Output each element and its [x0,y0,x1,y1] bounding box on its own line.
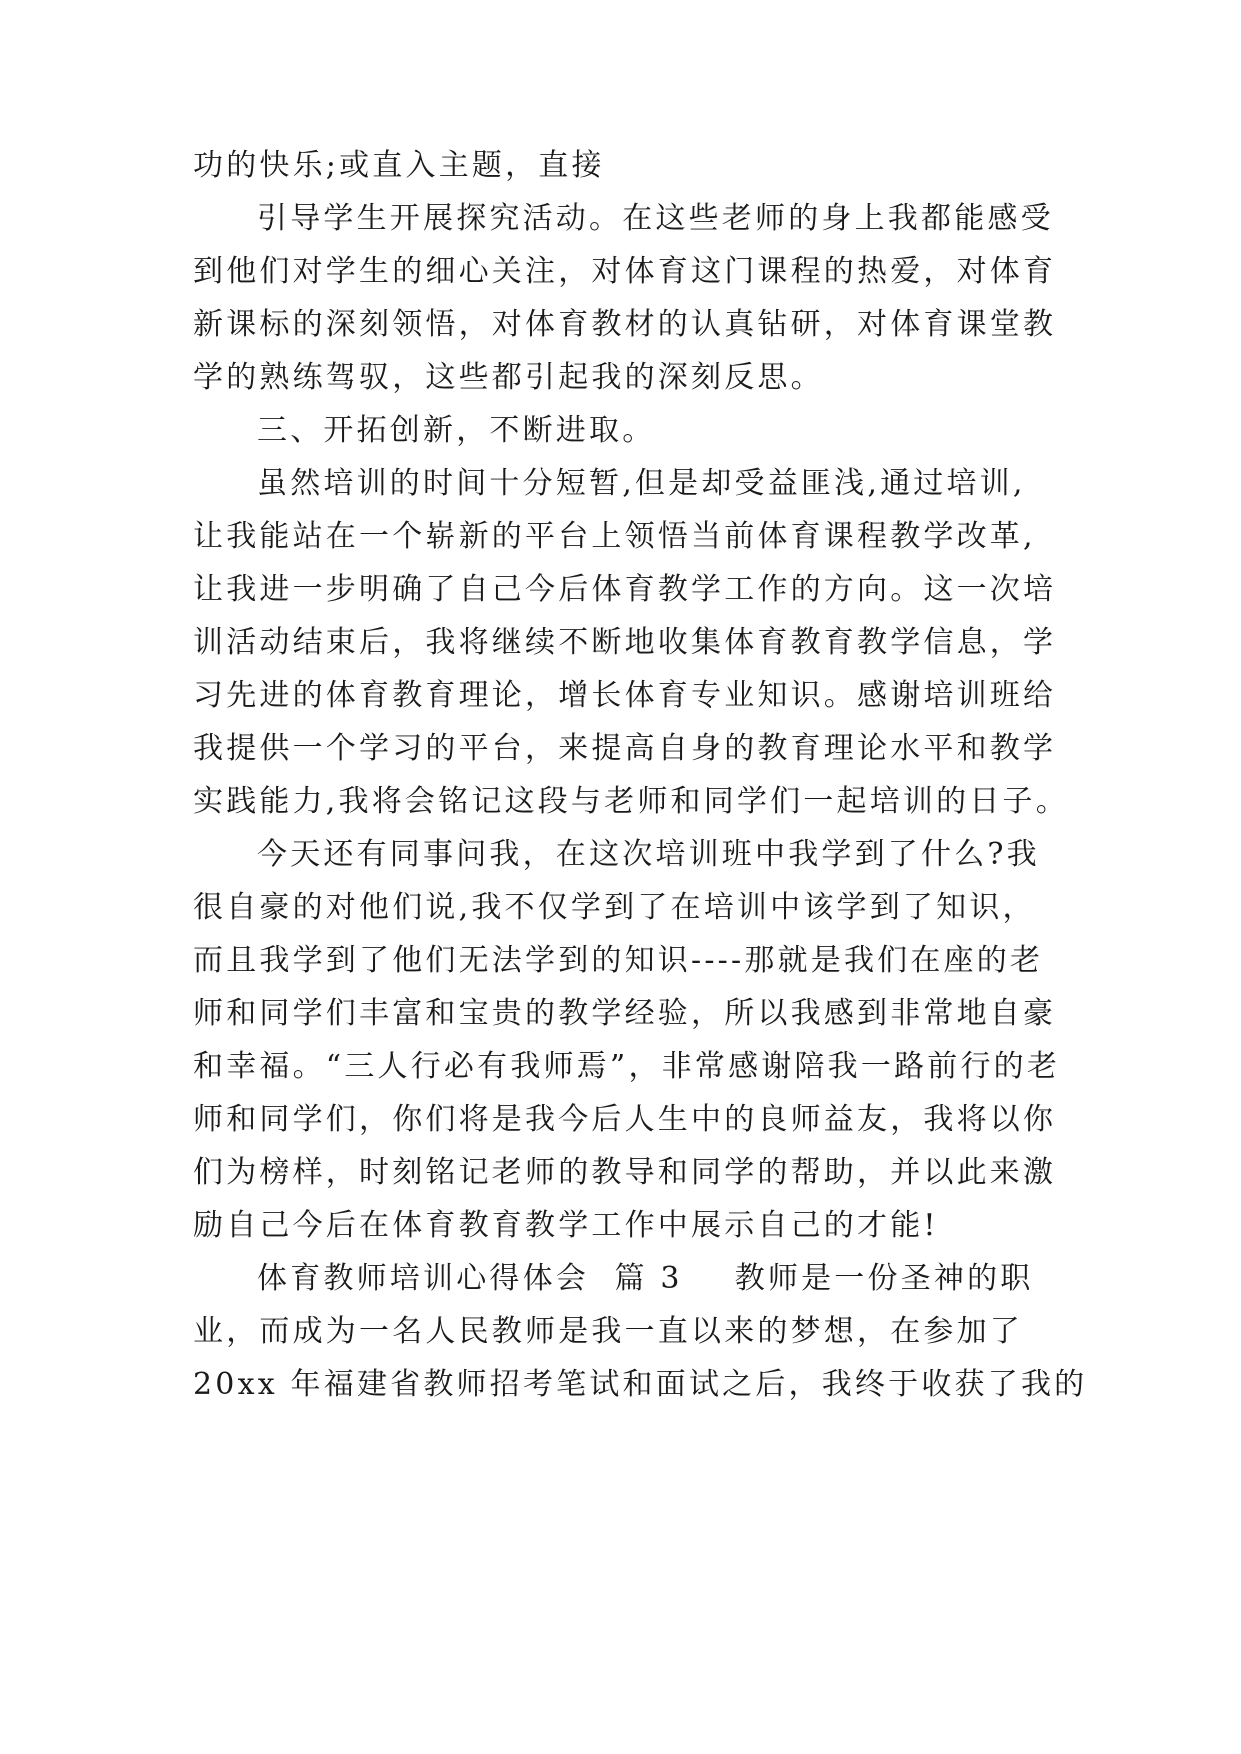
section-heading: 体育教师培训心得体会 篇 3 [257,1261,683,1296]
text-line: 虽然培训的时间十分短暂,但是却受益匪浅,通过培训, [257,466,1026,501]
text-line: 而且我学到了他们无法学到的知识----那就是我们在座的老 [193,943,1044,978]
text-line: 让我能站在一个崭新的平台上领悟当前体育课程教学改革, [193,519,1036,554]
text-line: 业，而成为一名人民教师是我一直以来的梦想，在参加了 [193,1314,1023,1349]
section-heading-line: 三、开拓创新，不断进取。 [257,413,656,448]
text-line: 师和同学们，你们将是我今后人生中的良师益友，我将以你 [193,1102,1057,1137]
text-line: 实践能力,我将会铭记这段与老师和同学们一起培训的日子。 [193,784,1069,819]
text-line: 到他们对学生的细心关注，对体育这门课程的热爱，对体育 [193,254,1057,289]
text-line: 今天还有同事问我，在这次培训班中我学到了什么?我 [257,837,1040,872]
section-heading-line [257,1261,1127,1297]
text-line: 训活动结束后，我将继续不断地收集体育教育教学信息，学 [193,625,1057,660]
text-line: 功的快乐;或直入主题，直接 [193,148,605,183]
text-line: 让我进一步明确了自己今后体育教学工作的方向。这一次培 [193,572,1057,607]
text-line: 新课标的深刻领悟，对体育教材的认真钻研，对体育课堂教 [193,307,1057,342]
text-line: 师和同学们丰富和宝贵的教学经验，所以我感到非常地自豪 [193,996,1057,1031]
text-line: 们为榜样，时刻铭记老师的教导和同学的帮助，并以此来激 [193,1155,1057,1190]
text-line: 励自己今后在体育教育教学工作中展示自己的才能! [193,1208,939,1243]
text-line: 很自豪的对他们说,我不仅学到了在培训中该学到了知识， [193,890,1036,925]
text-line: 学的熟练驾驭，这些都引起我的深刻反思。 [193,360,824,395]
text-line: 我提供一个学习的平台，来提高自身的教育理论水平和教学 [193,731,1057,766]
section-start-text: 教师是一份圣神的职 [734,1261,1034,1296]
text-line: 20xx 年福建省教师招考笔试和面试之后，我终于收获了我的 [193,1367,1088,1402]
text-line: 习先进的体育教育理论，增长体育专业知识。感谢培训班给 [193,678,1057,713]
text-line: 引导学生开展探究活动。在这些老师的身上我都能感受 [257,201,1054,236]
text-line: 和幸福。“三人行必有我师焉”，非常感谢陪我一路前行的老 [193,1049,1061,1084]
